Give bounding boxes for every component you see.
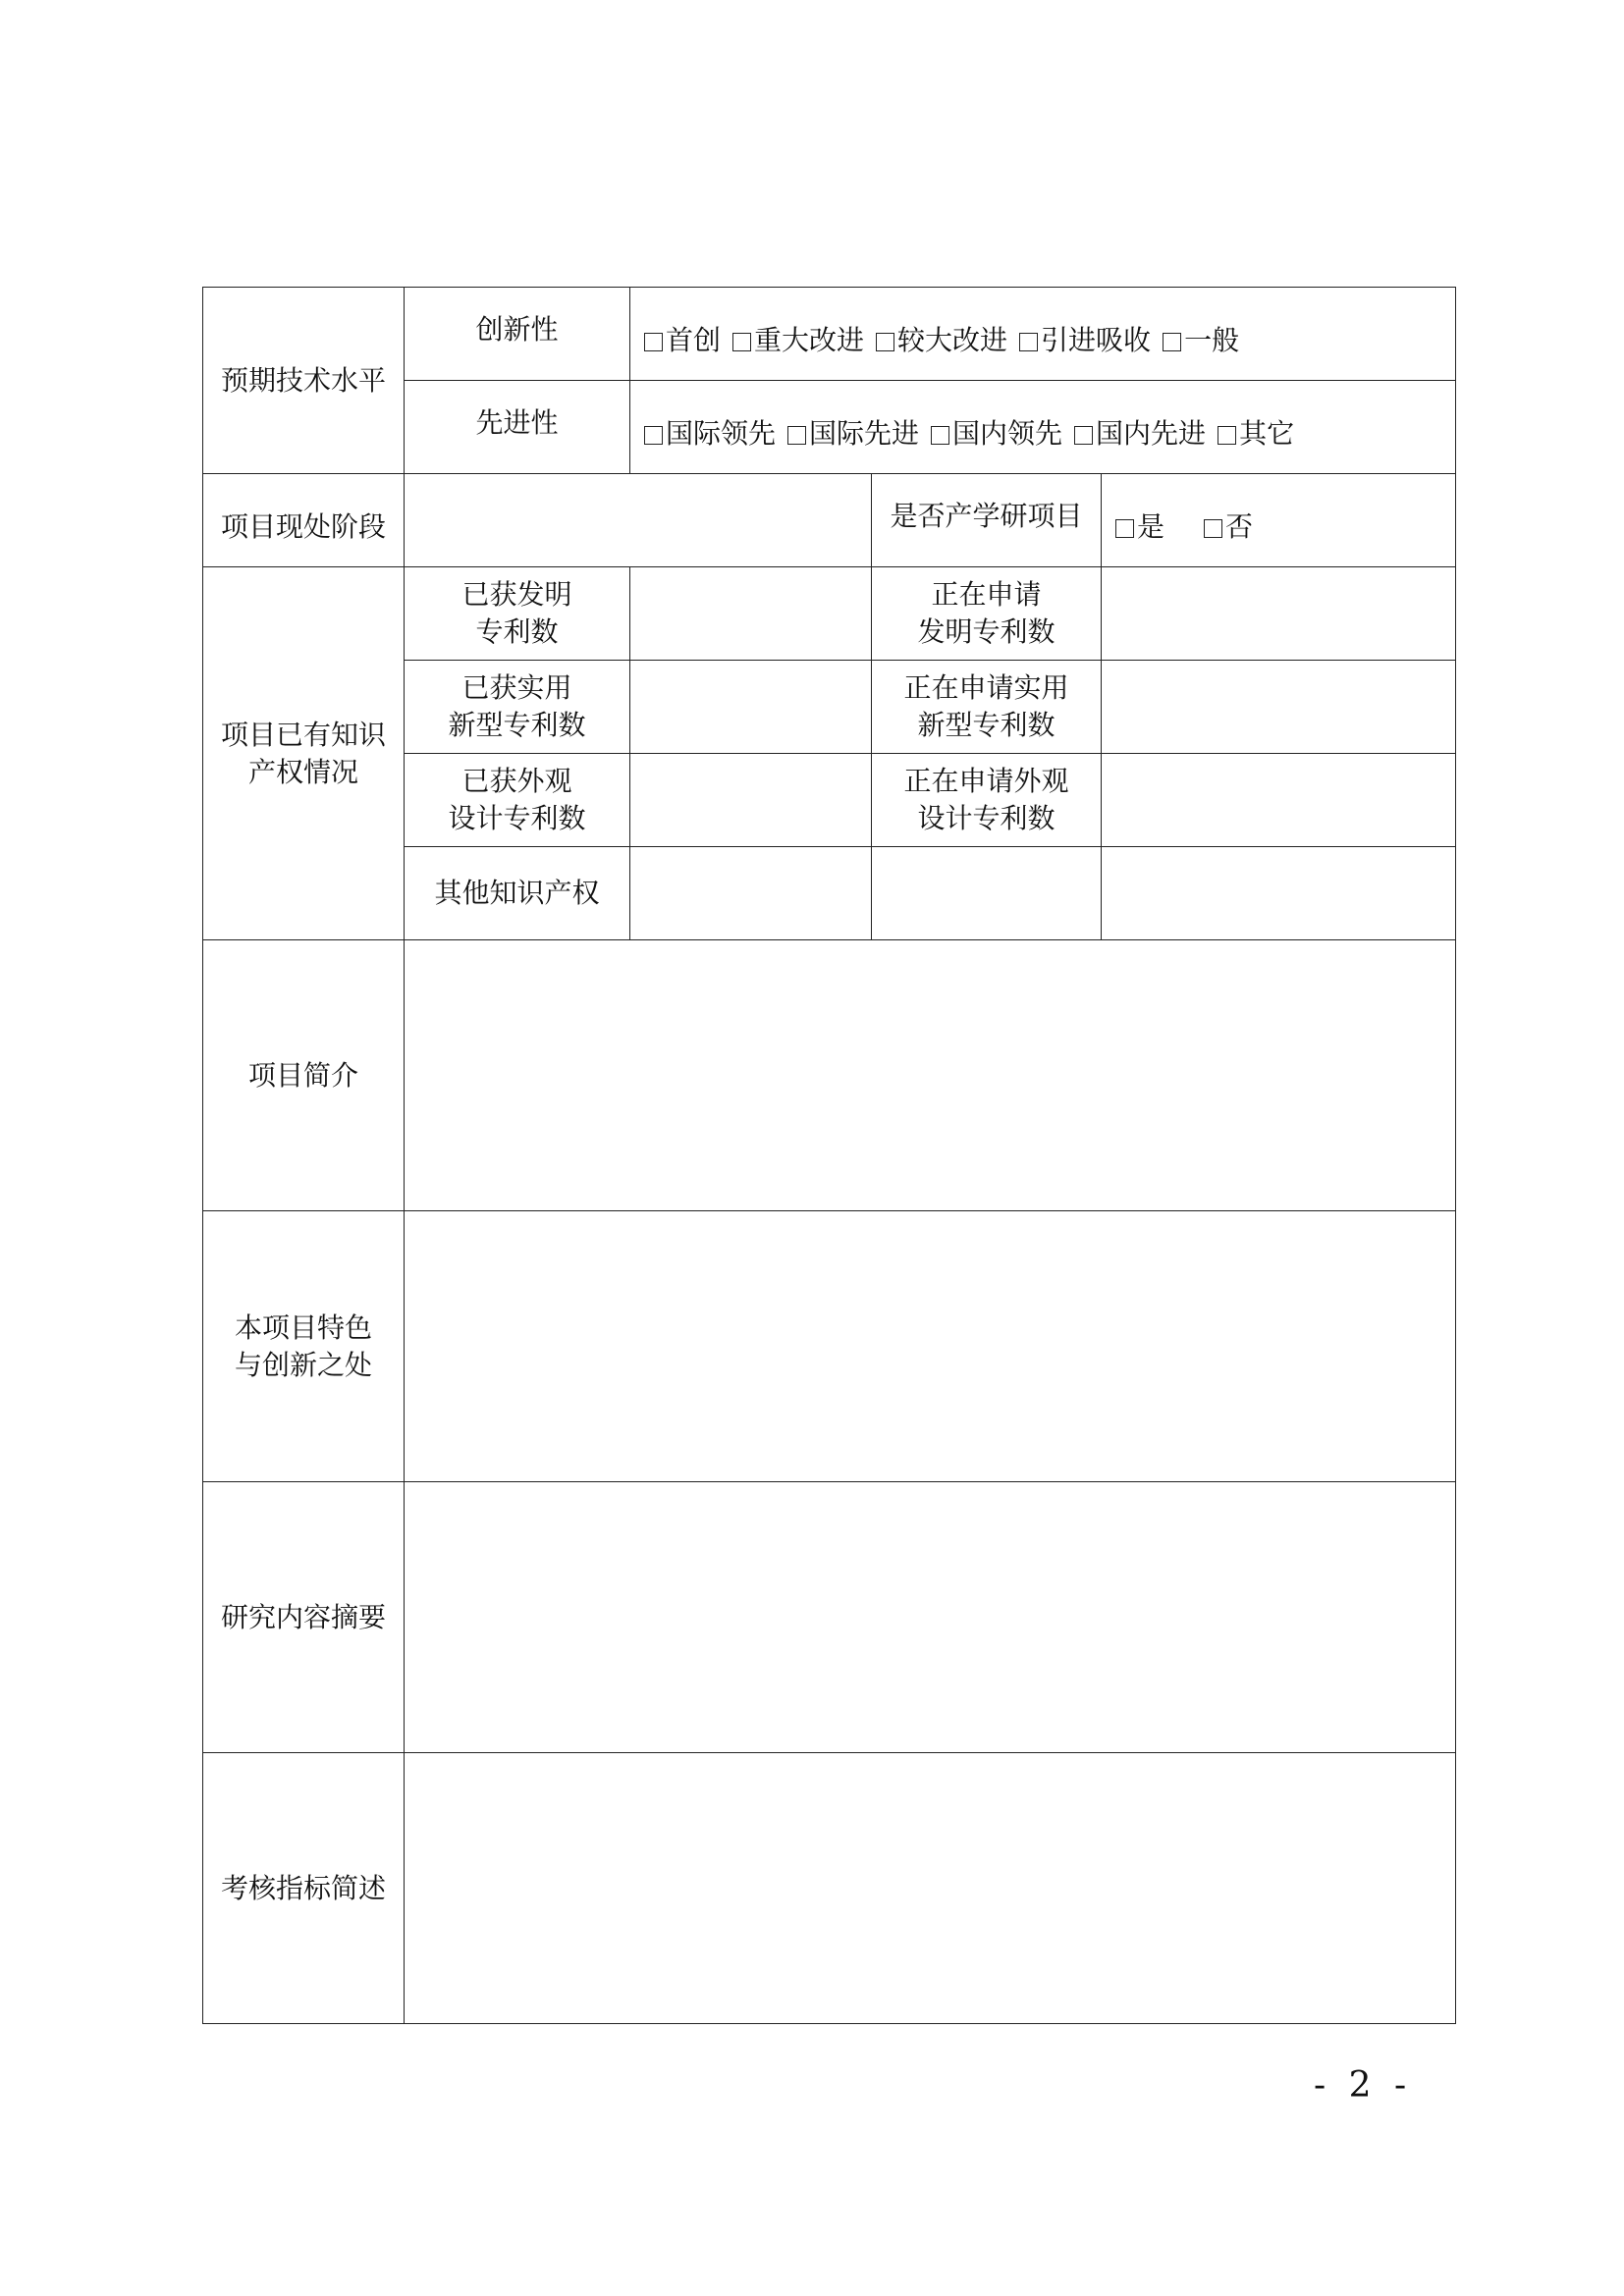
research-input[interactable] [405, 1482, 1456, 1753]
iur-yes-option[interactable]: 是 [1115, 508, 1164, 546]
design-granted-label: 已获外观 设计专利数 [405, 754, 630, 847]
tech-level-label: 预期技术水平 [203, 288, 405, 474]
innovation-option[interactable]: 首创 [644, 322, 721, 359]
iur-no-option[interactable]: 否 [1204, 508, 1253, 546]
checkbox[interactable] [876, 333, 894, 351]
other-ip-label: 其他知识产权 [405, 847, 630, 940]
innovation-option[interactable]: 引进吸收 [1019, 322, 1151, 359]
utility-pending-label: 正在申请实用 新型专利数 [872, 661, 1102, 754]
checkbox[interactable] [931, 426, 949, 445]
design-pending-input[interactable] [1102, 754, 1456, 847]
assessment-label: 考核指标简述 [203, 1753, 405, 2024]
checkbox[interactable] [787, 426, 806, 445]
advancement-option[interactable]: 国内先进 [1074, 415, 1206, 453]
innovation-label: 创新性 [405, 288, 630, 381]
advancement-option[interactable]: 国际领先 [644, 415, 776, 453]
checkbox[interactable] [644, 426, 663, 445]
features-input[interactable] [405, 1211, 1456, 1482]
features-label: 本项目特色 与创新之处 [203, 1211, 405, 1482]
checkbox[interactable] [1115, 519, 1134, 538]
checkbox[interactable] [1074, 426, 1093, 445]
innovation-option[interactable]: 较大改进 [876, 322, 1007, 359]
checkbox[interactable] [732, 333, 751, 351]
other-ip-input-3[interactable] [1102, 847, 1456, 940]
checkbox[interactable] [1163, 333, 1181, 351]
intro-input[interactable] [405, 940, 1456, 1211]
intro-label: 项目简介 [203, 940, 405, 1211]
utility-granted-input[interactable] [630, 661, 872, 754]
research-label: 研究内容摘要 [203, 1482, 405, 1753]
checkbox[interactable] [644, 333, 663, 351]
innovation-option[interactable]: 一般 [1163, 322, 1239, 359]
assessment-input[interactable] [405, 1753, 1456, 2024]
utility-granted-label: 已获实用 新型专利数 [405, 661, 630, 754]
stage-input[interactable] [405, 474, 872, 567]
advancement-options [630, 381, 1456, 474]
utility-pending-input[interactable] [1102, 661, 1456, 754]
ip-label: 项目已有知识 产权情况 [203, 567, 405, 940]
iur-options [1102, 474, 1456, 567]
other-ip-input-1[interactable] [630, 847, 872, 940]
iur-label: 是否产学研项目 [872, 474, 1102, 567]
design-granted-input[interactable] [630, 754, 872, 847]
innovation-options [630, 288, 1456, 381]
innovation-option[interactable]: 重大改进 [732, 322, 864, 359]
invention-granted-label: 已获发明 专利数 [405, 567, 630, 661]
stage-label: 项目现处阶段 [203, 474, 405, 567]
advancement-option[interactable]: 国内领先 [931, 415, 1062, 453]
checkbox[interactable] [1204, 519, 1222, 538]
invention-granted-input[interactable] [630, 567, 872, 661]
page-number: - 2 - [1314, 2065, 1413, 2106]
advancement-option[interactable]: 其它 [1218, 415, 1294, 453]
application-form-table [202, 287, 1456, 2024]
invention-pending-input[interactable] [1102, 567, 1456, 661]
checkbox[interactable] [1019, 333, 1038, 351]
checkbox[interactable] [1218, 426, 1236, 445]
design-pending-label: 正在申请外观 设计专利数 [872, 754, 1102, 847]
invention-pending-label: 正在申请 发明专利数 [872, 567, 1102, 661]
advancement-label: 先进性 [405, 381, 630, 474]
advancement-option[interactable]: 国际先进 [787, 415, 919, 453]
other-ip-input-2[interactable] [872, 847, 1102, 940]
